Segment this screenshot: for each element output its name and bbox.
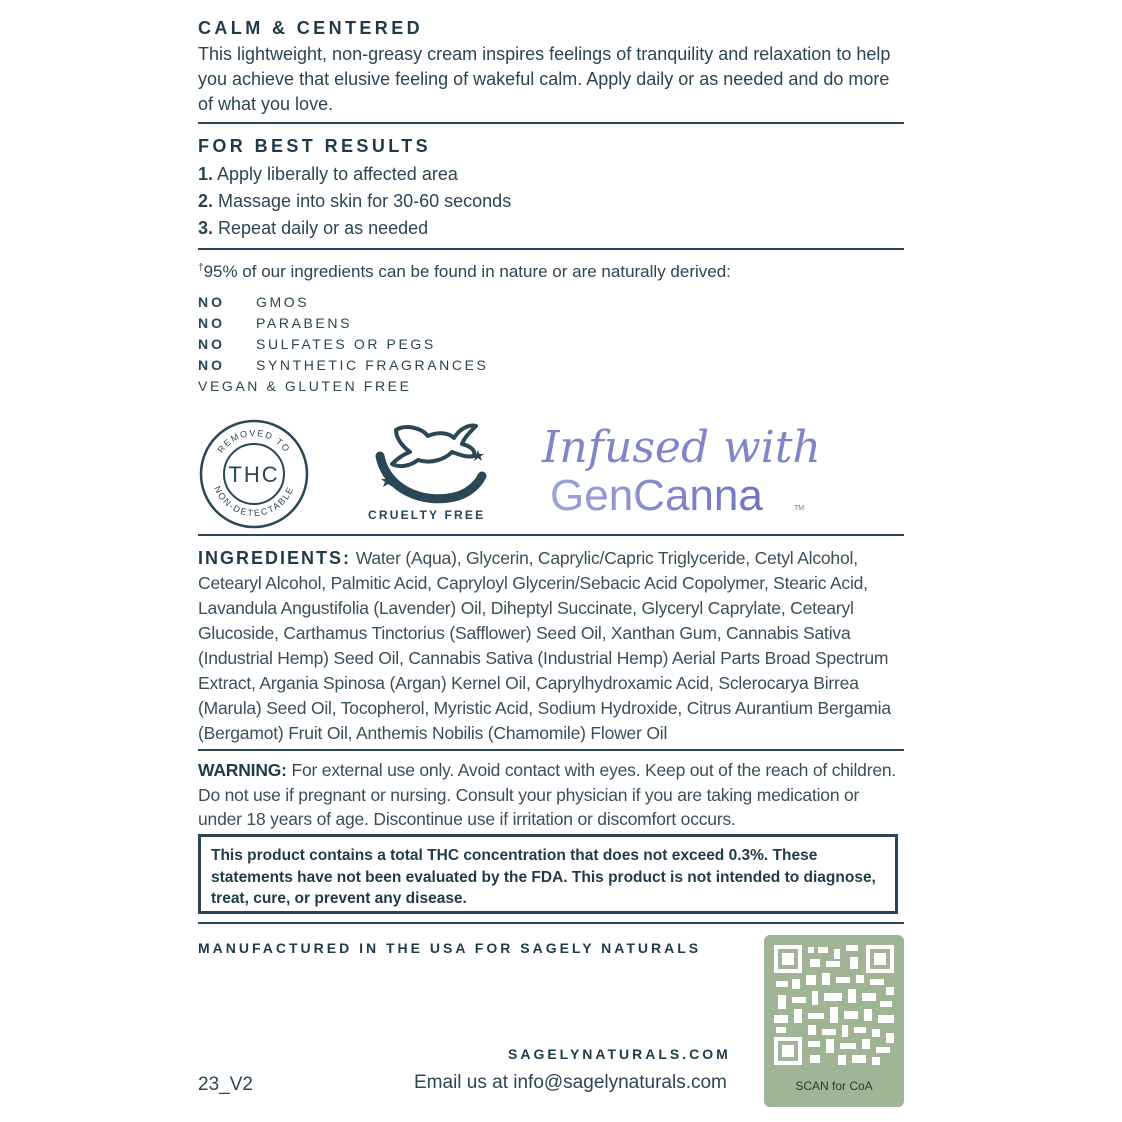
divider: [198, 534, 904, 536]
contact-email: Email us at info@sagelynaturals.com: [414, 1072, 727, 1093]
trademark-mark: TM: [794, 505, 805, 512]
free-from-item: NO SYNTHETIC FRAGRANCES: [198, 357, 489, 373]
section-title-results: FOR BEST RESULTS: [198, 136, 432, 156]
calm-description: This lightweight, non-greasy cream inspires feelings of tranquility and relaxation to help you achieve that elusive feeling of wakeful calm. Apply daily or as needed and do more of what you love.: [198, 44, 891, 114]
thc-badge-top-text: REMOVED TO: [215, 427, 293, 455]
badge-row: [198, 410, 904, 528]
free-from-item: NO SULFATES OR PEGS: [198, 336, 436, 352]
thc-removed-badge: [198, 418, 310, 530]
thc-badge-bottom-text: NON-DETECTABLE: [212, 484, 296, 519]
qr-code-icon[interactable]: [772, 943, 896, 1067]
section-title-calm: CALM & CENTERED: [198, 18, 423, 38]
divider: [198, 922, 904, 924]
divider: [198, 122, 904, 124]
gencanna-infused-logo: [536, 410, 826, 520]
vegan-gluten-free: VEGAN & GLUTEN FREE: [198, 378, 412, 394]
cruelty-free-label: CRUELTY FREE: [368, 508, 486, 522]
gencanna-wordmark: GenCanna: [550, 471, 763, 520]
step-item: 3. Repeat daily or as needed: [198, 218, 429, 238]
product-label: [198, 0, 904, 1122]
nature-note: †95% of our ingredients can be found in nature or are naturally derived:: [198, 262, 731, 281]
fda-disclaimer-box: This product contains a total THC concentration that does not exceed 0.3%. These statements have not been evaluated by the FDA. This product is not intended to diagnose, treat, cure, or prevent any disease.: [198, 834, 898, 914]
warning-text: WARNING: For external use only. Avoid contact with eyes. Keep out of the reach of children. Do not use if pregnant or nursing. Consult your physician if you are taking medication or under 18 years of age. Discontinue use if irritation or discomfort occurs.: [198, 760, 897, 829]
free-from-item: NO GMOS: [198, 294, 310, 310]
manufactured-line: MANUFACTURED IN THE USA FOR SAGELY NATURALS: [198, 940, 702, 956]
qr-caption: SCAN for CoA: [795, 1079, 873, 1093]
infused-with-script: Infused with: [542, 422, 821, 473]
version-code: 23_V2: [198, 1074, 253, 1095]
thc-badge-center-text: THC: [228, 462, 280, 487]
coa-qr-panel[interactable]: [764, 935, 904, 1107]
divider: [198, 749, 904, 751]
divider: [198, 248, 904, 250]
step-item: 2. Massage into skin for 30-60 seconds: [198, 191, 512, 211]
leaping-bunny-icon: [366, 410, 494, 510]
free-from-item: NO PARABENS: [198, 315, 353, 331]
ingredients-list: INGREDIENTS: Water (Aqua), Glycerin, Caprylic/Capric Triglyceride, Cetyl Alcohol, Cetearyl Alcohol, Palmitic Acid, Capryloyl Glycerin/Sebacic Acid Copolymer, Stearic Acid, Lavandula Angustifolia (Lavender) Oil, Diheptyl Succinate, Glyceryl Caprylate, Cetearyl Glucoside, Carthamus Tinctorius (Safflower) Seed Oil, Xanthan Gum, Cannabis Sativa (Industrial Hemp) Seed Oil, Cannabis Sativa (Industrial Hemp) Aerial Parts Broad Spectrum Extract, Argania Spinosa (Argan) Kernel Oil, Caprylhydroxamic Acid, Sclerocarya Birrea (Marula) Seed Oil, Tocopherol, Myristic Acid, Sodium Hydroxide, Citrus Aurantium Bergamia (Bergamot) Fruit Oil, Anthemis Nobilis (Chamomile) Flower Oil: [198, 548, 891, 743]
website-text: SAGELYNATURALS.COM: [508, 1046, 731, 1062]
step-item: 1. Apply liberally to affected area: [198, 164, 458, 184]
